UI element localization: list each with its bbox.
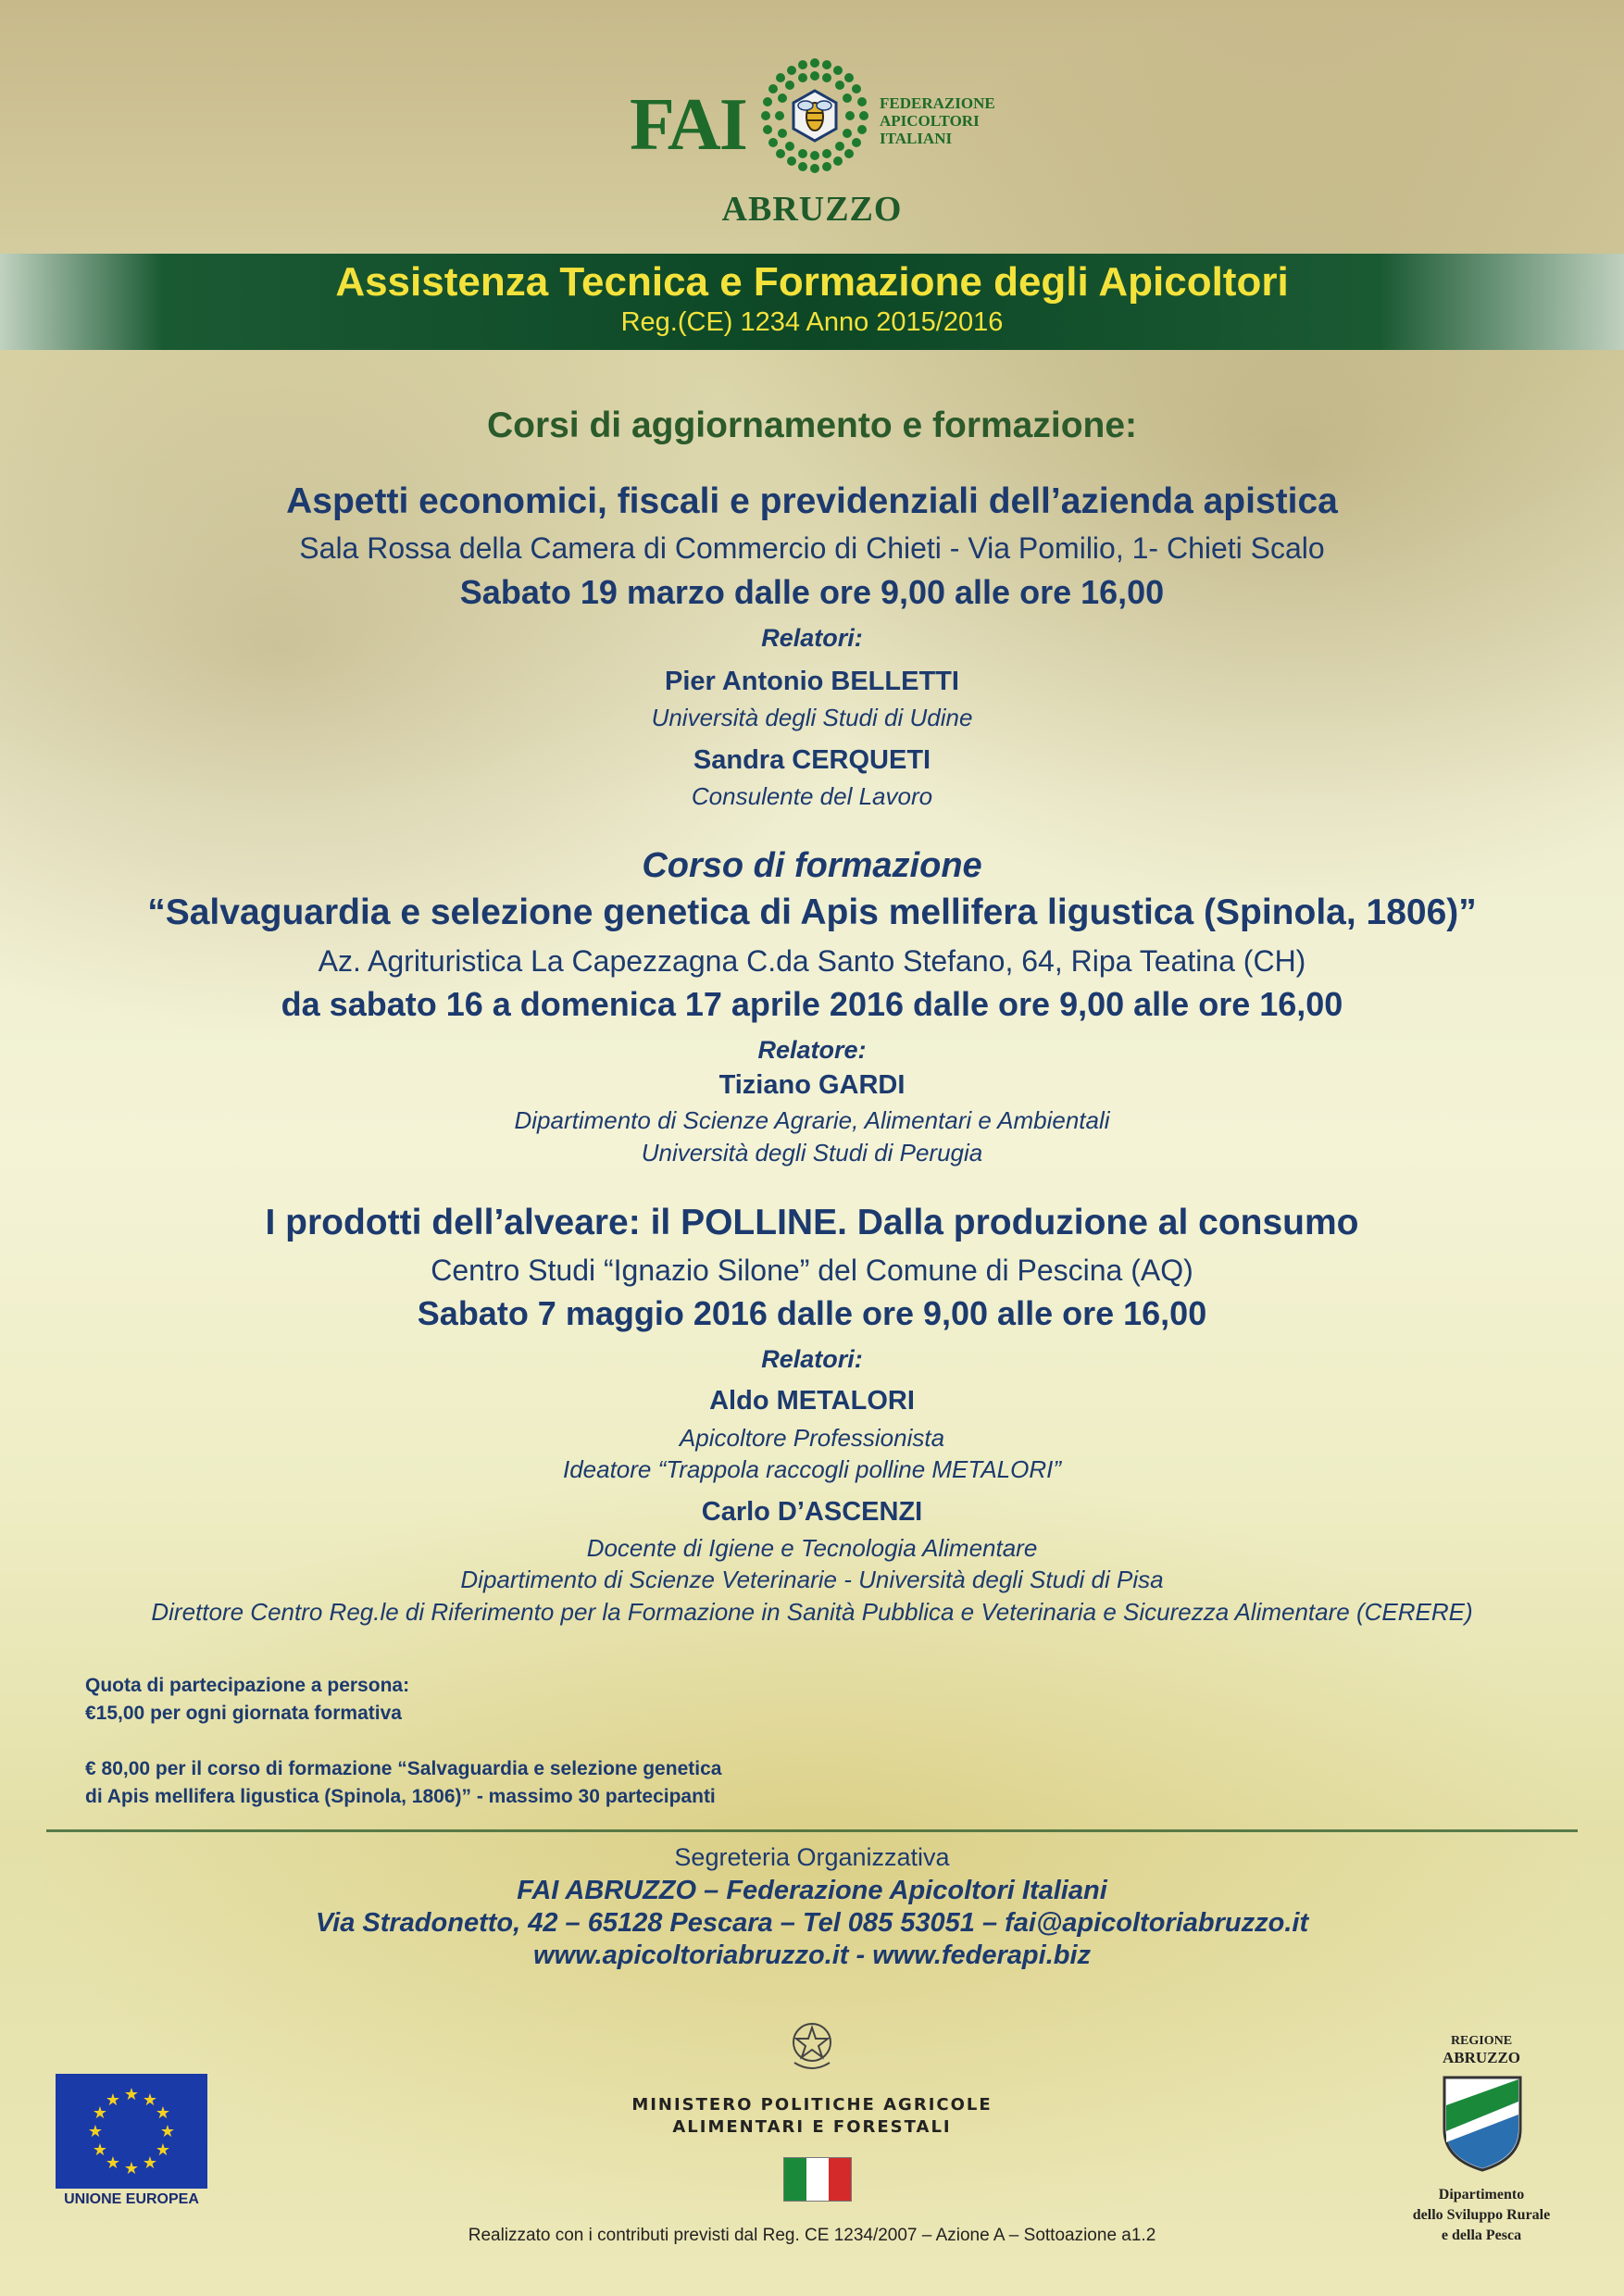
course2-speaker-affiliation-2: Università degli Studi di Perugia bbox=[641, 1139, 983, 1167]
course2-title: “Salvaguardia e selezione genetica di Apis mellifera ligustica (Spinola, 1806)” bbox=[147, 892, 1477, 932]
course3-date: Sabato 7 maggio 2016 dalle ore 9,00 alle ore 16,00 bbox=[417, 1294, 1207, 1332]
course2-kind: Corso di formazione bbox=[642, 846, 982, 885]
region-department-line-2: dello Sviluppo Rurale bbox=[1412, 2207, 1551, 2223]
fee-line-2: €15,00 per ogni giornata formativa bbox=[85, 1703, 402, 1724]
course2-speaker-affiliation-1: Dipartimento di Scienze Agrarie, Alimentari e Ambientali bbox=[514, 1106, 1110, 1134]
courses-heading: Corsi di aggiornamento e formazione: bbox=[486, 406, 1138, 445]
course3-speaker2-name: Carlo D’ASCENZI bbox=[701, 1497, 923, 1527]
svg-text:★: ★ bbox=[105, 2090, 121, 2110]
svg-text:★: ★ bbox=[92, 2103, 108, 2123]
region-logo-line-1: REGIONE bbox=[1450, 2034, 1513, 2048]
eu-label: UNIONE EUROPEA bbox=[64, 2191, 199, 2207]
course2-speakers-label: Relatore: bbox=[757, 1036, 867, 1064]
banner-subtitle: Reg.(CE) 1234 Anno 2015/2016 bbox=[620, 307, 1004, 337]
fee-line-3: € 80,00 per il corso di formazione “Salvaguardia e selezione genetica bbox=[85, 1758, 722, 1779]
ministry-name bbox=[0, 2094, 1624, 2139]
course3-speaker1-affiliation-2: Ideatore “Trappola raccogli polline METALORI” bbox=[562, 1455, 1062, 1483]
svg-text:★: ★ bbox=[87, 2122, 104, 2141]
region-title: ABRUZZO bbox=[721, 190, 903, 229]
course1-date: Sabato 19 marzo dalle ore 9,00 alle ore 16,00 bbox=[459, 573, 1165, 611]
course3-title: I prodotti dell’alveare: il POLLINE. Dalla produzione al consumo bbox=[265, 1203, 1359, 1242]
course3-speaker2-affiliation-3: Direttore Centro Reg.le di Riferimento per la Formazione in Sanità Pubblica e Veterinaria e Sicurezza Alimentare (CERERE) bbox=[151, 1598, 1473, 1626]
region-logo-title bbox=[1417, 2033, 1546, 2066]
course1-location: Sala Rossa della Camera di Commercio di Chieti - Via Pomilio, 1- Chieti Scalo bbox=[299, 531, 1325, 565]
course2-location: Az. Agrituristica La Capezzagna C.da Santo Stefano, 64, Ripa Teatina (CH) bbox=[318, 944, 1306, 978]
course3-location: Centro Studi “Ignazio Silone” del Comune di Pescina (AQ) bbox=[431, 1254, 1193, 1287]
federazione-line-2: APICOLTORI bbox=[880, 112, 980, 130]
course3-speaker2-affiliation-2: Dipartimento di Scienze Veterinarie - Università degli Studi di Pisa bbox=[460, 1566, 1164, 1593]
region-department-line-1: Dipartimento bbox=[1438, 2187, 1525, 2202]
federazione-line-1: FEDERAZIONE bbox=[880, 94, 995, 112]
fee-line-1: Quota di partecipazione a persona: bbox=[85, 1675, 410, 1696]
federazione-line-3: ITALIANI bbox=[880, 130, 953, 147]
secretariat-label: Segreteria Organizzativa bbox=[674, 1843, 950, 1871]
svg-text:★: ★ bbox=[142, 2153, 158, 2173]
federazione-text bbox=[880, 94, 995, 147]
course1-speaker2-affiliation: Consulente del Lavoro bbox=[691, 782, 933, 810]
svg-text:★: ★ bbox=[155, 2140, 171, 2160]
funding-credit: Realizzato con i contributi previsti dal Reg. CE 1234/2007 – Azione A – Sottoazione a1.2 bbox=[468, 2226, 1156, 2245]
svg-text:★: ★ bbox=[105, 2153, 121, 2173]
course1-speaker2-name: Sandra CERQUETI bbox=[693, 745, 931, 775]
course3-speaker2-affiliation-1: Docente di Igiene e Tecnologia Alimentare bbox=[586, 1534, 1038, 1562]
course1-speaker1-affiliation: Università degli Studi di Udine bbox=[651, 704, 973, 731]
svg-text:★: ★ bbox=[123, 2085, 140, 2104]
fee-line-4: di Apis mellifera ligustica (Spinola, 1806)” - massimo 30 partecipanti bbox=[85, 1786, 716, 1807]
secretariat-address: Via Stradonetto, 42 – 65128 Pescara – Tel 085 53051 – fai@apicoltoriabruzzo.it bbox=[315, 1908, 1309, 1938]
region-department-line-3: e della Pesca bbox=[1441, 2227, 1522, 2243]
ministry-line-2: ALIMENTARI E FORESTALI bbox=[672, 2117, 952, 2137]
svg-text:★: ★ bbox=[155, 2103, 171, 2123]
course3-speaker1-name: Aldo METALORI bbox=[709, 1386, 915, 1416]
section-divider bbox=[46, 1829, 1578, 1832]
region-logo-line-2: ABRUZZO bbox=[1442, 2049, 1521, 2066]
secretariat-websites: www.apicoltoriabruzzo.it - www.federapi.biz bbox=[532, 1940, 1092, 1970]
fai-logo bbox=[630, 56, 1018, 185]
honeycomb-logo-icon bbox=[755, 56, 875, 176]
fai-logo-text: FAI bbox=[630, 84, 746, 166]
fee-info bbox=[85, 1672, 721, 1811]
svg-text:★: ★ bbox=[159, 2122, 176, 2141]
course2-speaker-name: Tiziano GARDI bbox=[718, 1070, 906, 1100]
secretariat-organization: FAI ABRUZZO – Federazione Apicoltori Italiani bbox=[517, 1876, 1107, 1905]
banner-title: Assistenza Tecnica e Formazione degli Apicoltori bbox=[335, 259, 1289, 305]
ministry-line-1: MINISTERO POLITICHE AGRICOLE bbox=[631, 2095, 993, 2115]
svg-text:★: ★ bbox=[123, 2159, 140, 2178]
regione-abruzzo-shield-icon bbox=[1441, 2074, 1524, 2172]
course1-title: Aspetti economici, fiscali e previdenziali dell’azienda apistica bbox=[286, 481, 1338, 521]
course1-speaker1-name: Pier Antonio BELLETTI bbox=[665, 667, 959, 696]
region-department bbox=[1380, 2185, 1583, 2246]
italian-flag-icon bbox=[783, 2157, 852, 2202]
course1-speakers-label: Relatori: bbox=[761, 624, 863, 652]
italian-republic-emblem-icon bbox=[787, 2016, 837, 2076]
course2-date: da sabato 16 a domenica 17 aprile 2016 dalle ore 9,00 alle ore 16,00 bbox=[281, 985, 1343, 1023]
svg-text:★: ★ bbox=[142, 2090, 158, 2110]
svg-text:★: ★ bbox=[92, 2140, 108, 2160]
course3-speaker1-affiliation-1: Apicoltore Professionista bbox=[679, 1424, 945, 1452]
course3-speakers-label: Relatori: bbox=[761, 1345, 863, 1373]
